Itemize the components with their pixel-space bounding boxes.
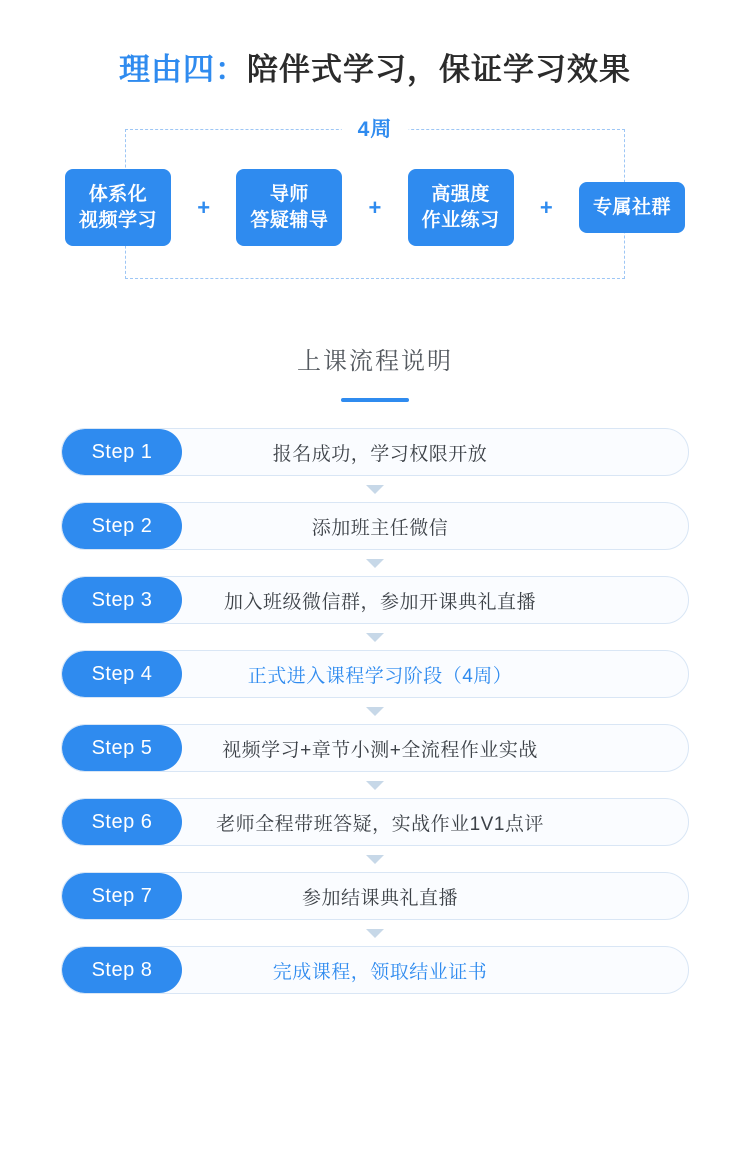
step-row[interactable] [61, 502, 689, 550]
feature-tag-line1: 专属社群 [592, 196, 671, 218]
step-text: 完成课程，领取结业证书 [272, 961, 488, 983]
step-row[interactable] [61, 724, 689, 772]
step-row[interactable] [61, 428, 689, 476]
feature-tag-line2: 答疑辅导 [250, 209, 329, 231]
step-connector [61, 920, 689, 946]
step-text: 报名成功，学习权限开放 [272, 443, 488, 465]
step-badge: Step 2 [62, 503, 182, 549]
feature-tag-video[interactable] [65, 169, 171, 246]
step-text: 参加结课典礼直播 [301, 887, 458, 909]
section-heading: 上课流程说明 [297, 348, 453, 375]
step-connector [61, 624, 689, 650]
feature-tag-line1: 导师 [269, 184, 309, 205]
arrow-down-icon [366, 485, 384, 494]
step-badge: Step 8 [62, 947, 182, 993]
step-connector [61, 698, 689, 724]
step-text: 正式进入课程学习阶段（4周） [247, 665, 513, 687]
arrow-down-icon [366, 559, 384, 568]
step-row[interactable] [61, 798, 689, 846]
feature-tag-line2: 作业练习 [421, 209, 500, 231]
step-badge: Step 1 [62, 429, 182, 475]
step-row[interactable] [61, 576, 689, 624]
steps-list [61, 428, 689, 994]
step-text: 添加班主任微信 [311, 517, 449, 539]
feature-tag-line1: 高强度 [431, 184, 490, 205]
page-title-prefix: 理由四： [119, 52, 247, 87]
feature-tag-community[interactable] [579, 182, 685, 234]
step-row[interactable] [61, 872, 689, 920]
feature-tag-line2: 视频学习 [79, 209, 158, 231]
step-connector [61, 550, 689, 576]
plus-icon-2: + [368, 194, 382, 220]
feature-tag-homework[interactable] [408, 169, 514, 246]
step-connector [61, 772, 689, 798]
feature-tags [65, 169, 685, 246]
step-badge: Step 3 [62, 577, 182, 623]
feature-tag-mentor[interactable] [236, 169, 342, 246]
step-text: 加入班级微信群，参加开课典礼直播 [223, 591, 536, 613]
arrow-down-icon [366, 855, 384, 864]
arrow-down-icon [366, 633, 384, 642]
page-title [0, 0, 750, 89]
feature-tag-line1: 体系化 [88, 184, 148, 205]
step-text: 视频学习+章节小测+全流程作业实战 [222, 739, 538, 761]
duration-label: 4周 [342, 113, 409, 143]
plus-icon-1: + [197, 194, 211, 220]
heading-underline [341, 398, 409, 402]
step-badge: Step 7 [62, 873, 182, 919]
step-connector [61, 846, 689, 872]
step-badge: Step 6 [62, 799, 182, 845]
arrow-down-icon [366, 929, 384, 938]
step-text: 老师全程带班答疑，实战作业1V1点评 [216, 813, 544, 835]
plus-icon-3: + [539, 194, 553, 220]
step-badge: Step 4 [62, 651, 182, 697]
duration-group [79, 118, 671, 279]
step-badge: Step 5 [62, 725, 182, 771]
page-title-main: 陪伴式学习，保证学习效果 [247, 52, 631, 87]
arrow-down-icon [366, 781, 384, 790]
step-row[interactable] [61, 946, 689, 994]
step-connector [61, 476, 689, 502]
step-row[interactable] [61, 650, 689, 698]
arrow-down-icon [366, 707, 384, 716]
